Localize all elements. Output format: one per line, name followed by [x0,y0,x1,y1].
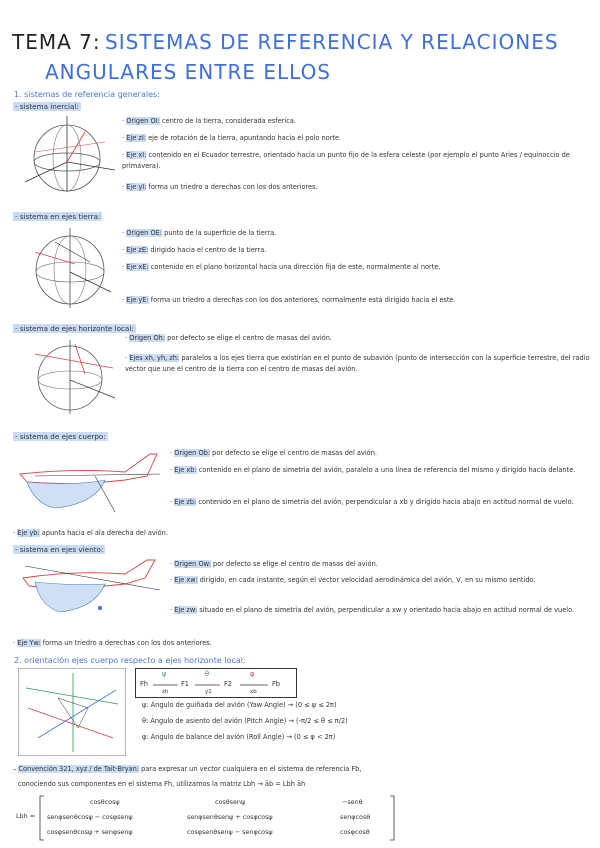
viento-aircraft-figure [15,556,165,618]
inercial-globe-figure [15,112,120,200]
tierra-item-2: · Eje zE: dirigido hacia el centro de la tierra. [122,246,267,254]
inercial-item-2: · Eje zI: eje de rotación de la tierra, apuntando hacia el polo norte. [122,134,342,142]
chain-theta: θ [205,670,210,678]
horizonte-item-1: · Origen Oh: por defecto se elige el centro de masas del avión. [125,334,332,342]
horizonte-item-2: · Ejes xh, yh, zh: paralelos a los ejes tierra que existirían en el punto de subavión (punto de intersección con la superficie terrestre, del radio vector que une el centro de la tierra con el centro de masas del avión. [125,354,590,373]
angle-yaw: ψ: Ángulo de guiñada del avión (Yaw Angle) → (0 ≤ ψ ≤ 2π) [142,701,337,709]
title-line1: SISTEMAS DE REFERENCIA Y RELACIONES [105,30,559,54]
cuerpo-item-yb: · Eje yb: apunta hacia el ala derecha del avión. [13,529,168,537]
viento-item-2: · Eje xw: dirigido, en cada instante, según el vector velocidad aerodinámica del avión, V, en su mismo sentido. [170,576,536,584]
horizonte-header: - sistema de ejes horizonte local: [15,324,134,333]
convencion-line1: – Convención 321, xyz / de Tait-Bryan: para expresar un vector cualquiera en el sistema de referencia Fb, [13,765,362,773]
chain-arrows [150,681,275,689]
viento-header: - sistema en ejes viento: [15,545,104,554]
chain-fh: Fh [140,680,148,688]
inercial-item-3: · Eje xI: contenido en el Ecuador terrestre, orientado hacia un punto fijo de la esfera celeste (por ejemplo el punto Aries / equinoccio de primavera). [122,151,570,170]
chain-f1: F1 [181,680,189,688]
matrix-r1c1: cosθcosψ [90,798,120,806]
title-line2: ANGULARES ENTRE ELLOS [45,60,331,84]
horizonte-globe-figure [15,334,125,416]
viento-item-1: · Origen Ow: por defecto se elige el centro de masas del avión. [170,560,378,568]
inercial-item-1: · Origen OI: centro de la tierra, considerada esferica. [122,117,296,125]
section2-heading: 2. orientación ejes cuerpo respecto a ejes horizonte local: [14,656,246,665]
chain-fb: Fb [272,680,280,688]
tierra-globe-figure [15,222,120,312]
section1-heading: 1. sistemas de referencia generales: [14,90,160,99]
title-tema: TEMA 7: [12,30,101,54]
chain-phi: φ [250,670,255,678]
cuerpo-item-2: · Eje xb: contenido en el plano de simetría del avión, paralelo a una línea de referencia del mismo y dirigido hacia delante. [170,466,576,474]
chain-axis-1: zh [162,689,169,695]
tierra-item-4: · Eje yE: forma un triedro a derechas con los dos anteriores, normalmente está dirigido hacia el este. [122,296,456,304]
tierra-header: - sistema en ejes tierra: [15,212,101,221]
convencion-line2: conociendo sus componentes en el sistema Fh, utilizamos la matriz Lbh → āb = Lbh āh [18,780,306,788]
cuerpo-aircraft-figure [15,446,165,516]
chain-f2: F2 [224,680,232,688]
matrix-name: Lbh = [16,812,36,820]
inercial-header: - sistema inercial: [15,102,79,111]
viento-item-3: · Eje zw: situado en el plano de simetría del avión, perpendicular a xw y orientado hacia abajo en actitud normal de vuelo. [170,606,575,614]
matrix-r2c1: senφsenθcosψ − cosφsenψ [47,813,133,821]
cuerpo-item-3: · Eje zb: contenido en el plano de simetría del avión, perpendicular a xb y dirigido hacia abajo en actitud normal de vuelo. [170,498,574,506]
angle-roll: φ: Ángulo de balance del avión (Roll Angle) → (0 ≤ φ < 2π) [142,733,336,741]
orientation-figure [18,668,126,756]
chain-psi: ψ [162,670,167,678]
matrix-r2c2: senφsenθsenψ + cosφcosψ [187,813,273,821]
viento-item-yw: · Eje Yw: forma un triedro a derechas con los dos anteriores. [13,639,212,647]
angle-pitch: θ: Ángulo de asiento del avión (Pitch Angle) → (-π/2 ≤ θ ≤ π/2) [142,717,348,725]
tierra-item-3: · Eje xE: contenido en el plano horizontal hacia una dirección fija de este, normalmente al norte. [122,263,441,271]
chain-axis-3: xb [250,689,257,695]
tierra-item-1: · Origen OE: punto de la superficie de la tierra. [122,229,277,237]
matrix-r3c3: cosφcosθ [340,828,370,836]
matrix-r3c1: cosφsenθcosψ + senφsenψ [47,828,133,836]
chain-axis-2: y1 [205,689,212,695]
inercial-item-4: · Eje yI: forma un triedro a derechas con los dos anteriores. [122,183,318,191]
matrix-r1c2: cosθsenψ [215,798,246,806]
matrix-r1c3: −senθ [342,798,363,806]
matrix-r3c2: cosφsenθsenψ − senφcosψ [187,828,273,836]
cuerpo-item-1: · Origen Ob: por defecto se elige el centro de masas del avión. [170,449,377,457]
cuerpo-header: - sistema de ejes cuerpo: [15,432,106,441]
matrix-r2c3: senφcosθ [340,813,371,821]
